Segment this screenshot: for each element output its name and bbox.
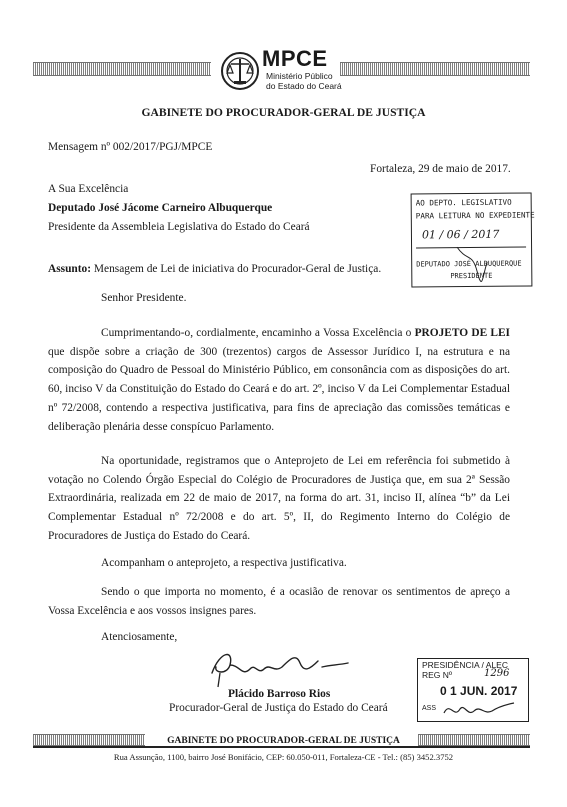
paragraph-1-bold: PROJETO DE LEI: [414, 327, 510, 339]
subject-label: Assunto:: [48, 263, 92, 275]
mpce-logo: [220, 46, 340, 96]
message-reference: Mensagem nº 002/2017/PGJ/MPCE: [48, 141, 213, 153]
received-stamp-scribble-icon: [452, 242, 492, 282]
handwritten-signature: [200, 643, 360, 693]
greeting: Senhor Presidente.: [101, 292, 187, 304]
signer-name: Plácido Barroso Rios: [228, 688, 331, 700]
registry-stamp-date: 0 1 JUN. 2017: [440, 684, 518, 698]
header-hatch-right: [340, 62, 530, 76]
registry-stamp-reg-value: 1296: [484, 668, 510, 679]
office-title: GABINETE DO PROCURADOR-GERAL DE JUSTIÇA: [141, 106, 426, 119]
received-stamp-date: 01 / 06 / 2017: [421, 227, 500, 242]
closing: Atenciosamente,: [101, 631, 178, 643]
received-stamp-line1: AO DEPTO. LEGISLATIVO: [415, 197, 512, 208]
subject-line: [48, 262, 381, 276]
scales-emblem-icon: [220, 49, 260, 93]
paragraph-3: Acompanham o anteprojeto, a respectiva justificativa.: [101, 557, 347, 569]
footer-title: GABINETE DO PROCURADOR-GERAL DE JUSTIÇA: [167, 736, 400, 746]
recipient-name: Deputado José Jácome Carneiro Albuquerque: [48, 202, 273, 214]
received-stamp-line4: PRESIDENTE: [450, 271, 493, 281]
header-hatch-left: [33, 62, 211, 76]
registry-stamp-line1: PRESIDÊNCIA / ALEC: [422, 660, 508, 670]
logo-subtitle-line1: Ministério Público: [266, 71, 333, 81]
footer-address: Rua Assunção, 1100, bairro José Bonifácio, CEP: 60.050-011, Fortaleza-CE - Tel.: (85) 3452.3752: [113, 752, 454, 762]
logo-subtitle-line2: do Estado do Ceará: [266, 81, 342, 91]
paragraph-2: Na oportunidade, registramos que o Anteprojeto de Lei em referência foi submetido à votação no Colendo Órgão Especial do Colégio de Procuradores de Justiça que, em sua 2ª Sessão Extraordinária, realizada em 22 de maio de 2017, na forma do art. 31, inciso II, alínea “b” da Lei Complementar Estadual nº 72/2008 e do art. 5º, II, do Regimento Interno do Colégio de Procuradores de Justiça do Estado do Ceará.: [48, 455, 510, 542]
paragraph-4: Sendo o que importa no momento, é a ocasião de renovar os sentimentos de apreço a Vossa Excelência e aos vossos insignes pares.: [48, 586, 510, 617]
subject-text: Mensagem de Lei de iniciativa do Procurador-Geral de Justiça.: [93, 263, 382, 275]
salutation-to: A Sua Excelência: [48, 183, 129, 195]
place-date: Fortaleza, 29 de maio de 2017.: [370, 163, 511, 175]
signer-title: Procurador-Geral de Justiça do Estado do Ceará: [169, 702, 388, 714]
registry-stamp-reg-label: REG Nº: [422, 670, 453, 680]
received-stamp: [411, 192, 533, 287]
registry-stamp: [417, 658, 529, 722]
received-stamp-line2: PARA LEITURA NO EXPEDIENTE: [415, 210, 535, 221]
paragraph-1: [48, 324, 510, 436]
recipient-role: Presidente da Assembleia Legislativa do Estado do Ceará: [48, 221, 310, 233]
registry-stamp-ass-label: ASS: [422, 705, 437, 712]
logo-main-text: MPCE: [262, 46, 328, 71]
received-stamp-line3: DEPUTADO JOSÉ ALBUQUERQUE: [416, 259, 522, 269]
paragraph-1-text-b: que dispõe sobre a criação de 300 (trezentos) cargos de Assessor Jurídico I, na estrutura e na composição do Quadro de Pessoal do Ministério Público, em consonância com as disposições do art. 60, inciso V da Constituição do Estado do Ceará e do art. 2º, inciso V da Lei Complementar Estadual nº 72/2008, contendo a respectiva justificativa, para fins de apreciação das comissões temáticas e deliberação plenária desse conspícuo Parlamento.: [48, 345, 510, 433]
paragraph-1-text-a: Cumprimentando-o, cordialmente, encaminho a Vossa Excelência o: [101, 327, 415, 339]
registry-stamp-initials-icon: [440, 699, 520, 721]
